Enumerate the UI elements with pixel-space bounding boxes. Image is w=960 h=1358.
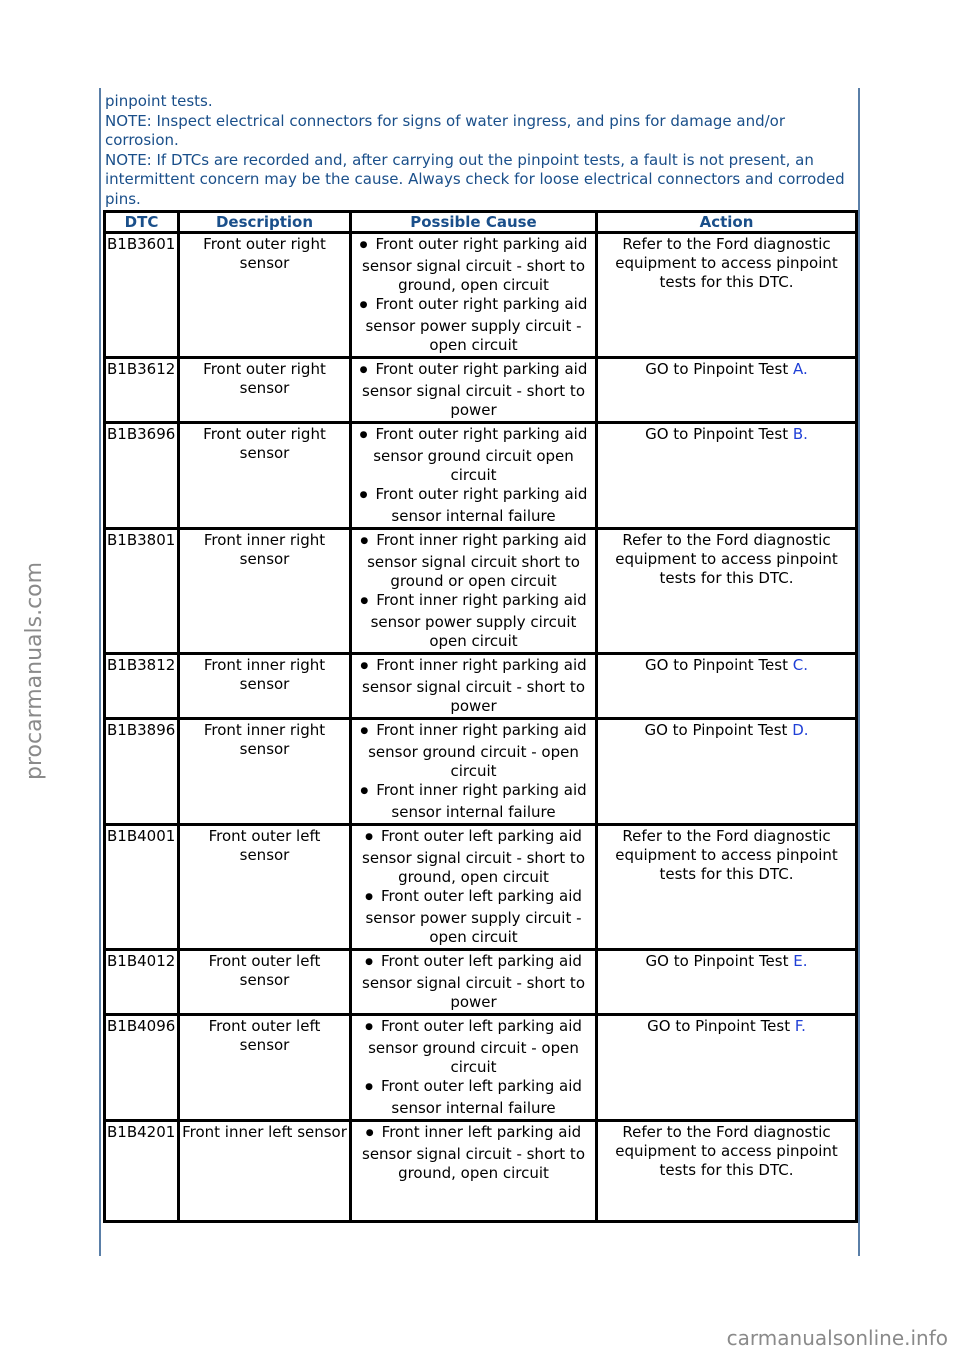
- action-text: Refer to the Ford diagnostic equipment to access pinpoint tests for this DTC.: [615, 235, 838, 291]
- possible-causes: [351, 423, 597, 529]
- cause-item: [354, 235, 593, 295]
- table-row: [105, 233, 857, 358]
- cause-item: [354, 1077, 593, 1118]
- dtc-code: B1B3801: [105, 529, 179, 654]
- action-text: Refer to the Ford diagnostic equipment to access pinpoint tests for this DTC.: [615, 531, 838, 587]
- cause-text: Front outer left parking aid sensor internal failure: [380, 1077, 582, 1117]
- pinpoint-test-link[interactable]: F.: [794, 1017, 806, 1035]
- dtc-action: [597, 423, 857, 529]
- header-possible-cause: Possible Cause: [351, 212, 597, 233]
- cause-text: Front inner left parking aid sensor signal circuit - short to ground, open circuit: [362, 1123, 585, 1182]
- dtc-action: [597, 950, 857, 1015]
- cause-item: [354, 952, 593, 1012]
- action-text: GO to Pinpoint Test: [645, 360, 793, 378]
- cause-list: [354, 656, 593, 716]
- cause-text: Front outer left parking aid sensor ground circuit - open circuit: [368, 1017, 582, 1076]
- page-border-right: [858, 88, 860, 1256]
- cause-list: [354, 360, 593, 420]
- possible-causes: [351, 233, 597, 358]
- cause-text: Front inner right parking aid sensor power supply circuit open circuit: [370, 591, 587, 650]
- dtc-action: [597, 1121, 857, 1222]
- table-row: [105, 654, 857, 719]
- side-watermark: procarmanuals.com: [22, 561, 47, 780]
- possible-causes: [351, 950, 597, 1015]
- cause-text: Front outer right parking aid sensor signal circuit - short to ground, open circuit: [362, 235, 588, 294]
- cause-text: Front outer right parking aid sensor ground circuit open circuit: [373, 425, 588, 484]
- cause-list: [354, 827, 593, 947]
- dtc-description: Front inner right sensor: [179, 719, 351, 825]
- dtc-action: [597, 719, 857, 825]
- possible-causes: [351, 1121, 597, 1222]
- cause-item: [354, 827, 593, 887]
- dtc-code: B1B3896: [105, 719, 179, 825]
- dtc-code: B1B3612: [105, 358, 179, 423]
- dtc-action: [597, 1015, 857, 1121]
- pinpoint-test-link[interactable]: D.: [792, 721, 809, 739]
- dtc-action: [597, 654, 857, 719]
- intro-notes: [105, 92, 850, 209]
- cause-item: [354, 295, 593, 355]
- cause-text: Front inner right parking aid sensor internal failure: [376, 781, 587, 821]
- cause-text: Front outer right parking aid sensor signal circuit - short to power: [362, 360, 588, 419]
- table-row: [105, 423, 857, 529]
- action-text: GO to Pinpoint Test: [645, 656, 793, 674]
- dtc-code: B1B3601: [105, 233, 179, 358]
- cause-item: [354, 531, 593, 591]
- cause-text: Front outer right parking aid sensor power supply circuit - open circuit: [365, 295, 588, 354]
- cause-item: [354, 656, 593, 716]
- dtc-code: B1B3812: [105, 654, 179, 719]
- table-row: [105, 719, 857, 825]
- cause-item: [354, 360, 593, 420]
- dtc-description: Front inner right sensor: [179, 529, 351, 654]
- bottom-watermark: carmanualsonline.info: [726, 1326, 948, 1350]
- dtc-code: B1B4001: [105, 825, 179, 950]
- cause-list: [354, 1017, 593, 1118]
- cause-item: [354, 1017, 593, 1077]
- action-text: GO to Pinpoint Test: [647, 1017, 795, 1035]
- note-intermittent: NOTE: If DTCs are recorded and, after carrying out the pinpoint tests, a fault is not present, an intermittent concern may be the cause. Always check for loose electrical connectors and corroded pins.: [105, 150, 845, 208]
- table-row: [105, 1015, 857, 1121]
- action-text: GO to Pinpoint Test: [645, 952, 794, 970]
- cause-list: [354, 235, 593, 355]
- note-connectors: NOTE: Inspect electrical connectors for signs of water ingress, and pins for damage and/or corrosion.: [105, 111, 786, 149]
- possible-causes: [351, 358, 597, 423]
- dtc-description: Front outer left sensor: [179, 1015, 351, 1121]
- cause-text: Front outer right parking aid sensor internal failure: [375, 485, 588, 525]
- pinpoint-test-link[interactable]: A.: [792, 360, 808, 378]
- possible-causes: [351, 719, 597, 825]
- dtc-description: Front outer right sensor: [179, 233, 351, 358]
- dtc-code: B1B4096: [105, 1015, 179, 1121]
- cause-item: [354, 591, 593, 651]
- cause-list: [354, 1123, 593, 1183]
- table-row: [105, 529, 857, 654]
- table-row: [105, 825, 857, 950]
- cause-text: Front outer left parking aid sensor signal circuit - short to ground, open circuit: [362, 827, 585, 886]
- action-text: GO to Pinpoint Test: [645, 425, 793, 443]
- header-action: Action: [597, 212, 857, 233]
- page-border-left: [99, 88, 101, 1256]
- table-row: [105, 358, 857, 423]
- header-description: Description: [179, 212, 351, 233]
- intro-line: pinpoint tests.: [105, 92, 213, 110]
- pinpoint-test-link[interactable]: B.: [792, 425, 808, 443]
- dtc-code: B1B4012: [105, 950, 179, 1015]
- dtc-table: [103, 210, 858, 1223]
- dtc-table-body: [105, 233, 857, 1222]
- cause-item: [354, 781, 593, 822]
- action-text: Refer to the Ford diagnostic equipment to access pinpoint tests for this DTC.: [615, 1123, 838, 1179]
- dtc-action: [597, 358, 857, 423]
- cause-text: Front outer left parking aid sensor power supply circuit - open circuit: [365, 887, 582, 946]
- pinpoint-test-link[interactable]: E.: [793, 952, 808, 970]
- dtc-code: B1B4201: [105, 1121, 179, 1222]
- dtc-description: Front outer left sensor: [179, 950, 351, 1015]
- dtc-description: Front outer right sensor: [179, 423, 351, 529]
- cause-item: [354, 485, 593, 526]
- header-dtc: DTC: [105, 212, 179, 233]
- action-text: GO to Pinpoint Test: [644, 721, 793, 739]
- dtc-description: Front inner right sensor: [179, 654, 351, 719]
- possible-causes: [351, 1015, 597, 1121]
- cause-text: Front outer left parking aid sensor signal circuit - short to power: [362, 952, 585, 1011]
- dtc-action: [597, 529, 857, 654]
- cause-item: [354, 1123, 593, 1183]
- dtc-action: [597, 825, 857, 950]
- possible-causes: [351, 529, 597, 654]
- cause-list: [354, 952, 593, 1012]
- cause-list: [354, 721, 593, 822]
- cause-item: [354, 887, 593, 947]
- cause-item: [354, 425, 593, 485]
- cause-list: [354, 531, 593, 651]
- dtc-description: Front inner left sensor: [179, 1121, 351, 1222]
- dtc-description: Front outer right sensor: [179, 358, 351, 423]
- table-header-row: [105, 212, 857, 233]
- possible-causes: [351, 654, 597, 719]
- cause-text: Front inner right parking aid sensor signal circuit short to ground or open circuit: [367, 531, 587, 590]
- dtc-action: [597, 233, 857, 358]
- cause-text: Front inner right parking aid sensor ground circuit - open circuit: [368, 721, 587, 780]
- possible-causes: [351, 825, 597, 950]
- cause-text: Front inner right parking aid sensor signal circuit - short to power: [362, 656, 587, 715]
- action-text: Refer to the Ford diagnostic equipment to access pinpoint tests for this DTC.: [615, 827, 838, 883]
- table-row: [105, 1121, 857, 1222]
- table-row: [105, 950, 857, 1015]
- cause-list: [354, 425, 593, 526]
- cause-item: [354, 721, 593, 781]
- pinpoint-test-link[interactable]: C.: [792, 656, 808, 674]
- dtc-code: B1B3696: [105, 423, 179, 529]
- dtc-description: Front outer left sensor: [179, 825, 351, 950]
